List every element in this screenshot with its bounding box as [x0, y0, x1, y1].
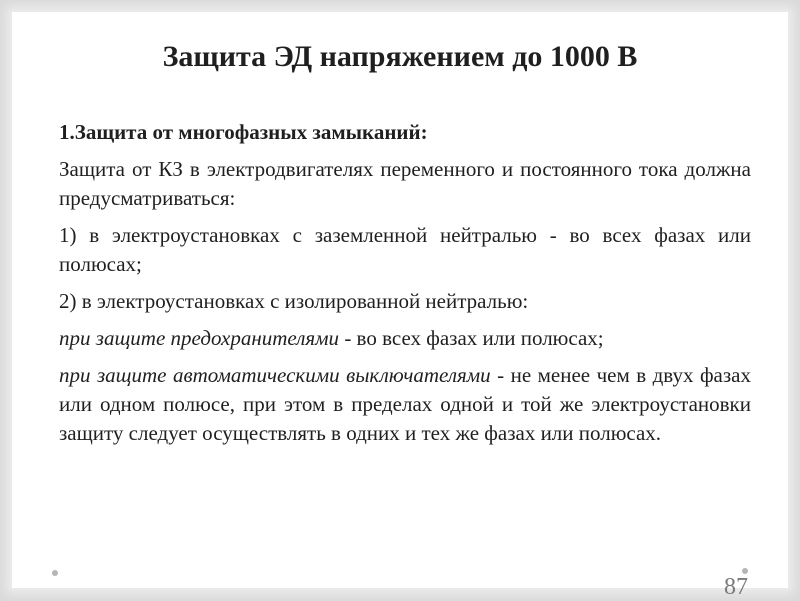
sub-item-breakers-emphasis: при защите автоматическими выключателями: [59, 363, 491, 387]
slide: [12, 12, 788, 600]
slide-content: [59, 118, 751, 456]
sub-item-fuses-text: - во всех фазах или полюсах;: [339, 326, 604, 350]
paragraph-intro: Защита от КЗ в электродвигателях переменного и постоянного тока должна предусматриваться:: [59, 157, 751, 210]
section-heading: 1.Защита от многофазных замыканий:: [59, 120, 428, 144]
sub-item-breakers: [59, 361, 751, 448]
page-number: 87: [724, 574, 748, 600]
sub-item-breakers-text: - не менее чем в двух фазах или одном полюсе, при этом в пределах одной и той же электроустановки защиту следует осуществлять в одних и тех же фазах или полюсах.: [59, 363, 751, 445]
list-item-2: 2) в электроустановках с изолированной нейтралью:: [59, 289, 529, 313]
list-item-1: 1) в электроустановках с заземленной нейтралью - во всех фазах или полюсах;: [59, 223, 751, 276]
sub-item-fuses-emphasis: при защите предохранителями: [59, 326, 340, 350]
sub-item-fuses: [59, 324, 751, 353]
slide-title: Защита ЭД напряжением до 1000 В: [162, 40, 638, 73]
decorative-dot-left: [52, 570, 58, 576]
